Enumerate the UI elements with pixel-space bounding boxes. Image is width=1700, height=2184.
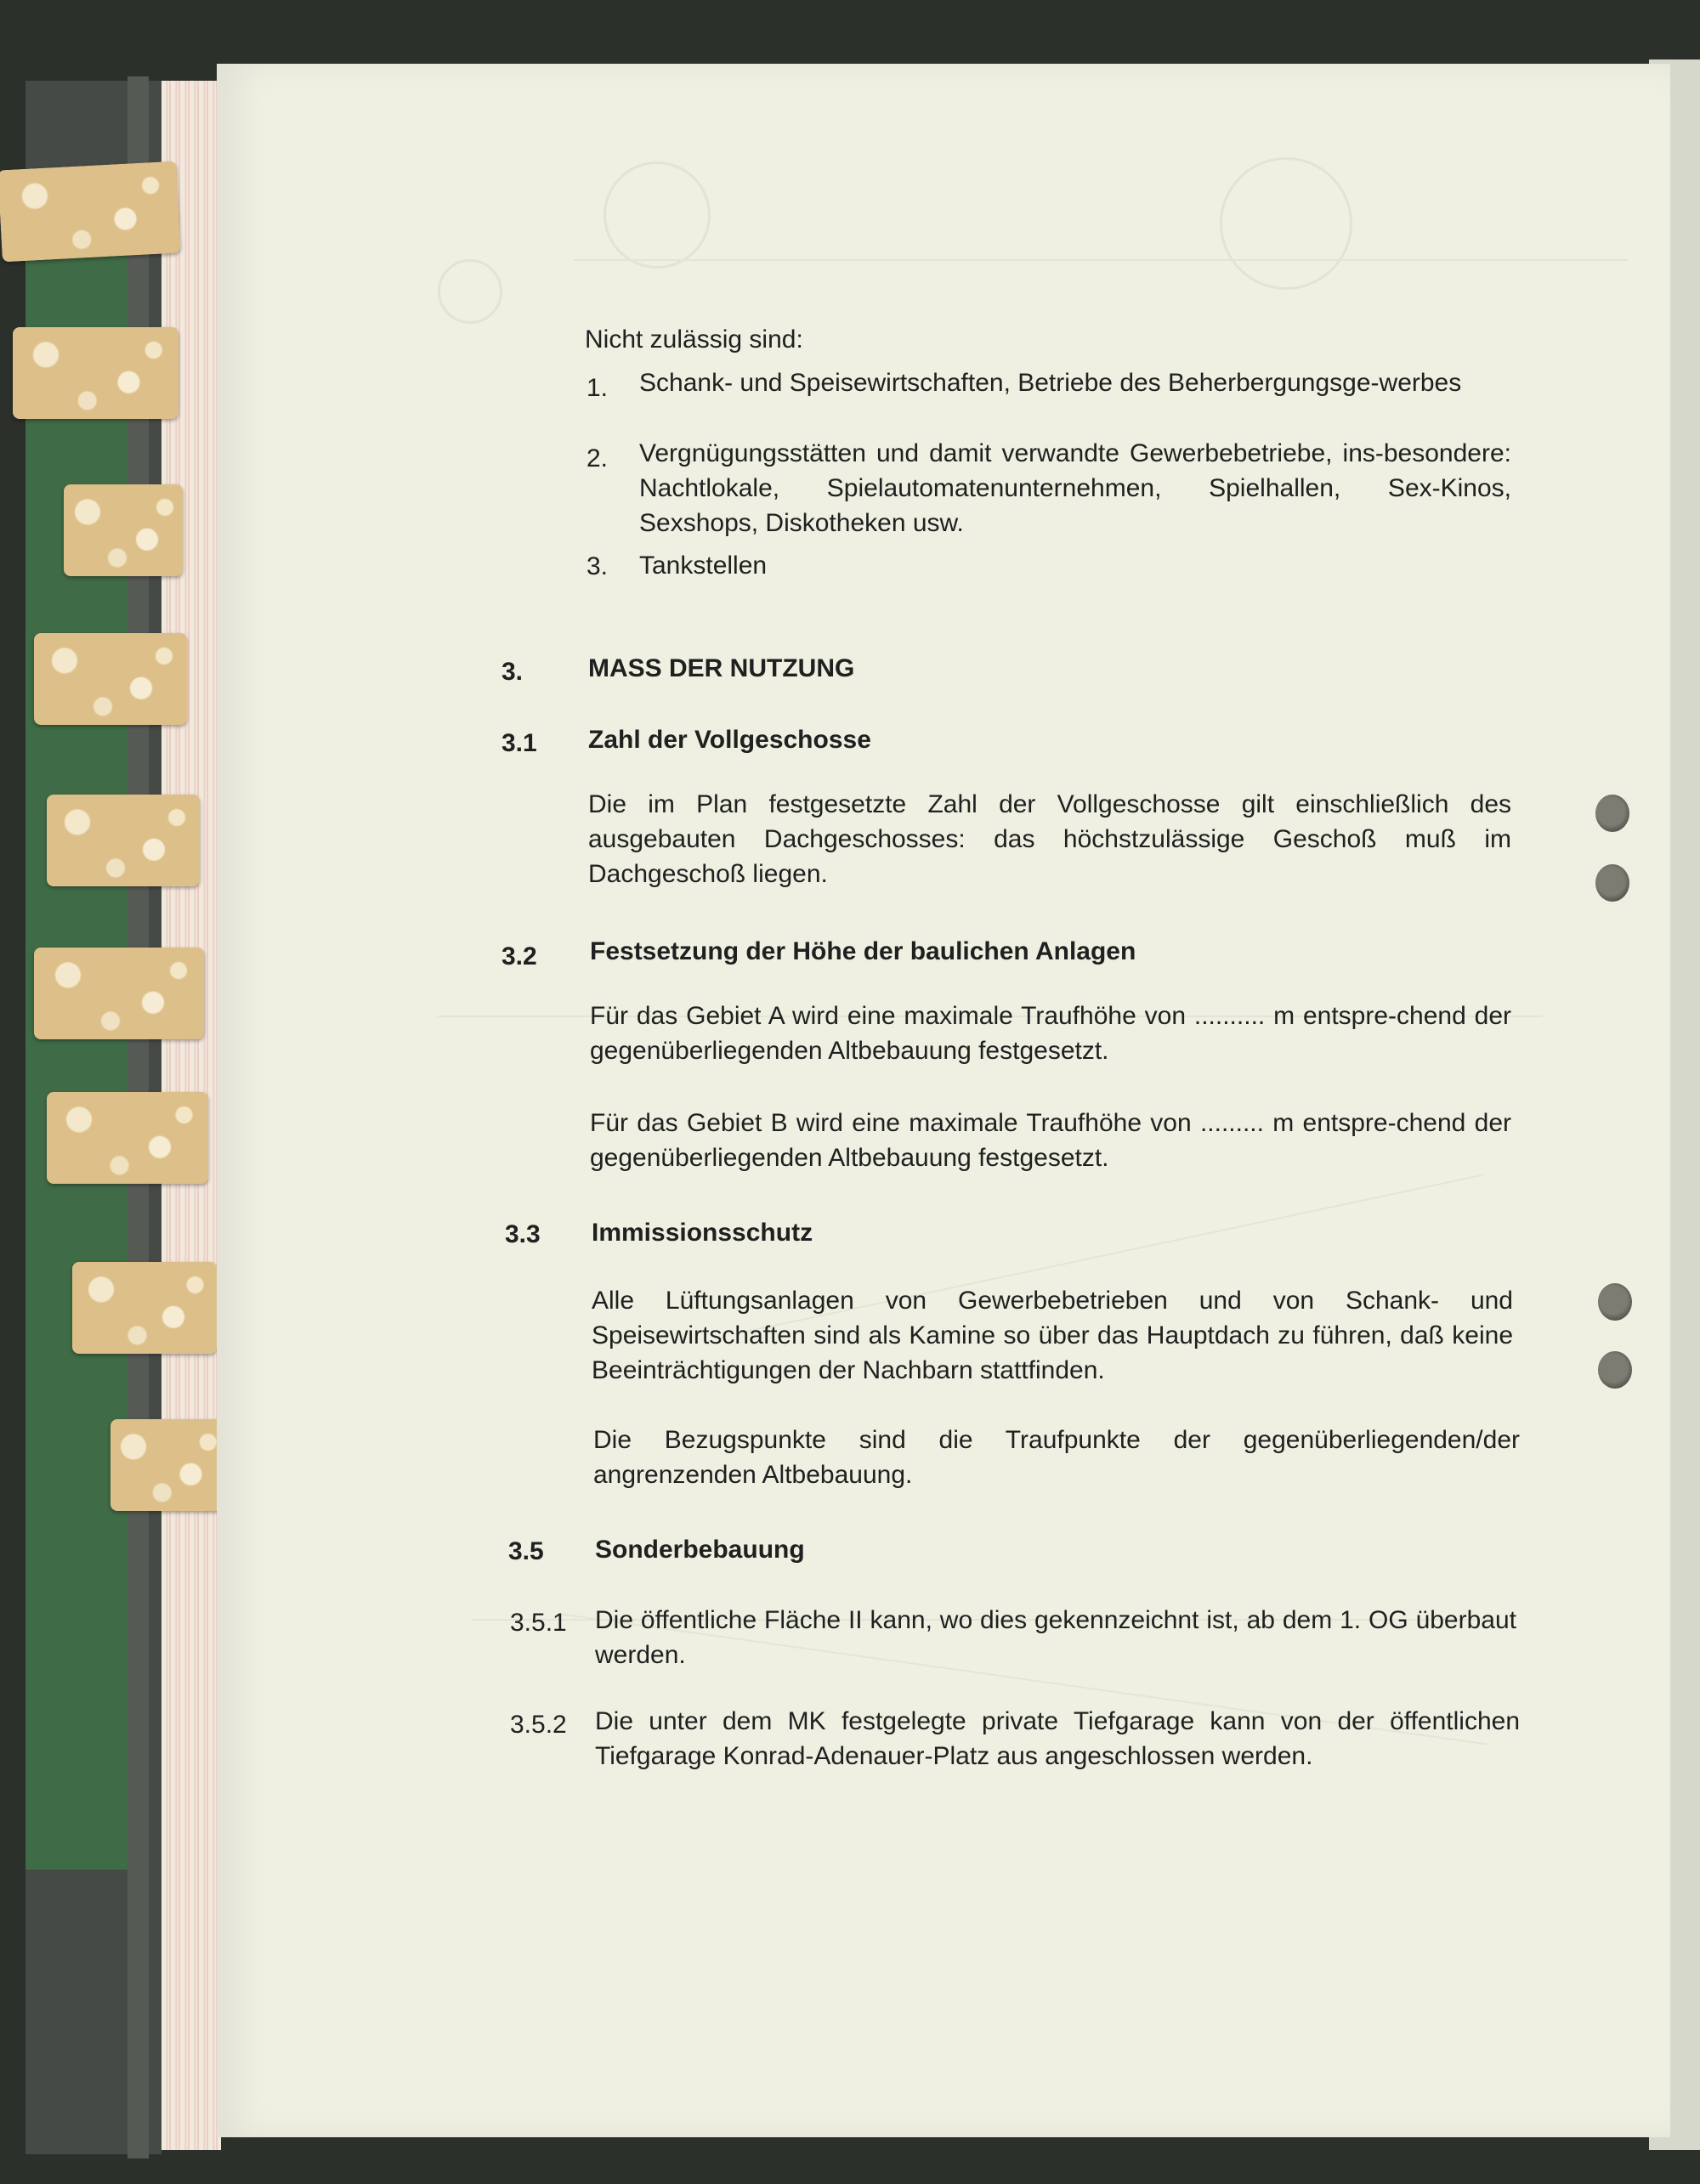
punch-hole xyxy=(1598,1283,1632,1321)
subsection-number: 3.3 xyxy=(505,1220,541,1248)
list-item: Tankstellen xyxy=(639,552,768,580)
paragraph: Die Bezugspunkte sind die Traufpunkte der gegenüberliegenden/der angrenzenden Altbebauung. xyxy=(593,1426,1520,1489)
tape-tab[interactable] xyxy=(47,1092,208,1184)
tape-tab[interactable] xyxy=(13,327,178,419)
list-item: Schank- und Speisewirtschaften, Betriebe des Beherbergungsge-werbes xyxy=(639,369,1462,397)
bleed-through-circle xyxy=(1220,157,1352,290)
subsection-number: 3.2 xyxy=(502,942,537,970)
paragraph: Die unter dem MK festgelegte private Tiefgarage kann von der öffentlichen Tiefgarage Konrad-Adenauer-Platz aus angeschlossen werden. xyxy=(595,1707,1520,1770)
tape-tab[interactable] xyxy=(64,484,183,576)
section-title: MASS DER NUTZUNG xyxy=(588,654,855,682)
tape-tab[interactable] xyxy=(34,633,187,725)
bleed-through-line xyxy=(574,259,1628,261)
tape-tab[interactable] xyxy=(110,1419,225,1511)
bleed-through-circle xyxy=(438,259,502,324)
paragraph: Für das Gebiet A wird eine maximale Traufhöhe von .......... m entspre-chend der gegenüberliegenden Altbebauung festgesetzt. xyxy=(590,1002,1511,1065)
punch-hole xyxy=(1598,1351,1632,1389)
paragraph: Die im Plan festgesetzte Zahl der Vollgeschosse gilt einschließlich des ausgebauten Dachgeschosses: das höchstzulässige Geschoß muß im Dachgeschoß liegen. xyxy=(588,790,1511,888)
list-item-number: 2. xyxy=(586,444,609,472)
tape-tab[interactable] xyxy=(0,161,181,263)
paragraph: Für das Gebiet B wird eine maximale Traufhöhe von ......... m entspre-chend der gegenüberliegenden Altbebauung festgesetzt. xyxy=(590,1109,1511,1172)
list-item-number: 3. xyxy=(586,552,609,580)
section-number: 3. xyxy=(502,658,524,686)
subsection-item-number: 3.5.2 xyxy=(510,1711,567,1739)
subsection-item-number: 3.5.1 xyxy=(510,1609,567,1637)
tape-tab[interactable] xyxy=(72,1262,217,1354)
subsection-title: Festsetzung der Höhe der baulichen Anlagen xyxy=(590,937,1136,965)
bleed-through-circle xyxy=(604,161,711,269)
intro-text: Nicht zulässig sind: xyxy=(585,325,803,354)
subsection-title: Zahl der Vollgeschosse xyxy=(588,726,871,754)
list-item: Vergnügungsstätten und damit verwandte Gewerbebetriebe, ins-besondere: Nachtlokale, Spielautomatenunternehmen, Spielhallen, Sex-Kinos, Sexshops, Diskotheken usw. xyxy=(639,439,1511,537)
subsection-title: Sonderbebauung xyxy=(595,1536,805,1564)
paragraph: Die öffentliche Fläche II kann, wo dies gekennzeichnt ist, ab dem 1. OG überbaut werden. xyxy=(595,1606,1516,1669)
subsection-number: 3.1 xyxy=(502,729,537,757)
subsection-number: 3.5 xyxy=(508,1537,544,1565)
list-item-number: 1. xyxy=(586,374,609,402)
punch-hole xyxy=(1595,864,1629,902)
punch-hole xyxy=(1595,795,1629,832)
subsection-title: Immissionsschutz xyxy=(592,1219,813,1247)
tape-tab[interactable] xyxy=(47,795,200,886)
tape-tab[interactable] xyxy=(34,948,204,1039)
paragraph: Alle Lüftungsanlagen von Gewerbebetrieben und von Schank- und Speisewirtschaften sind als Kamine so über das Hauptdach zu führen, daß keine Beeinträchtigungen der Nachbarn stattfinden. xyxy=(592,1287,1513,1384)
